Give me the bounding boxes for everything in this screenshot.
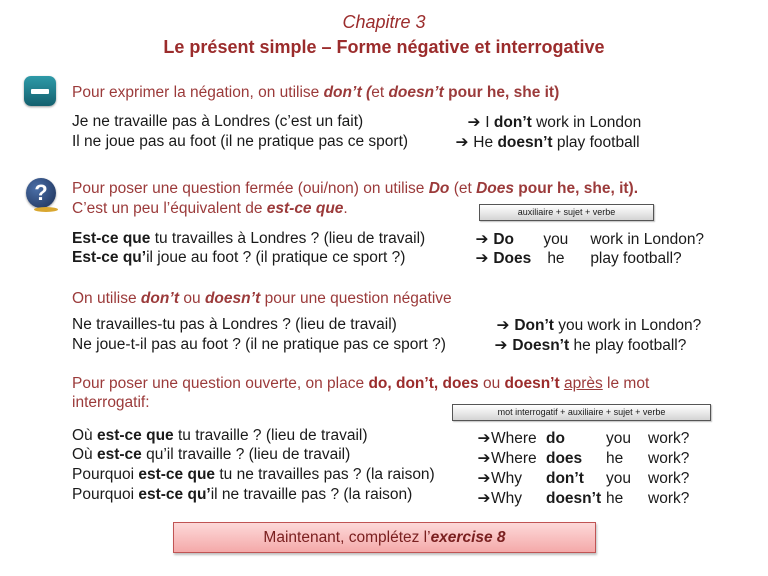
arrow-right-icon: ➔ [496,317,510,334]
formula-box-open: mot interrogatif + auxiliaire + sujet + verbe [452,404,711,421]
negation-example-fr-1: Je ne travaille pas à Londres (c’est un fait) [72,113,364,130]
exercise-button[interactable]: Maintenant, complétez l’exercise 8 [173,522,596,553]
arrow-right-icon: ➔ [477,470,491,487]
formula-box-closed: auxiliaire + sujet + verbe [479,204,654,221]
arrow-right-icon: ➔ [475,231,489,248]
open-question-intro: Pour poser une question ouverte, on place do, don’t, does ou doesn’t après le mot [72,375,650,392]
arrow-right-icon: ➔ [477,430,491,447]
arrow-right-icon: ➔ [455,134,469,151]
negation-example-en-1: ➔ I don’t work in London [467,114,642,131]
open-question-en-1: ➔Wheredo you work? [477,430,690,447]
closed-question-en-2: ➔ Does he play football? [475,250,682,267]
open-question-fr-1: Où est-ce que tu travaille ? (lieu de travail) [72,427,368,444]
negation-intro: Pour exprimer la négation, on utilise don’t (et doesn’t pour he, she it) [72,84,560,101]
open-question-fr-3: Pourquoi est-ce que tu ne travailles pas ? (la raison) [72,466,435,483]
negative-question-intro: On utilise don’t ou doesn’t pour une question négative [72,290,452,307]
open-question-en-2: ➔Wheredoes he work? [477,450,690,467]
closed-question-fr-2: Est-ce qu’il joue au foot ? (il pratique ce sport ?) [72,249,406,266]
arrow-right-icon: ➔ [494,337,508,354]
open-question-fr-2: Où est-ce qu’il travaille ? (lieu de travail) [72,446,351,463]
negation-example-en-2: ➔ He doesn’t play football [455,134,640,151]
page-title: Le présent simple – Forme négative et interrogative [163,37,605,57]
chapter-title: Chapitre 3 [342,12,426,32]
arrow-right-icon: ➔ [475,250,489,267]
minus-icon [24,76,56,106]
negative-question-en-1: ➔ Don’t you work in London? [496,317,702,334]
arrow-right-icon: ➔ [477,450,491,467]
negation-example-fr-2: Il ne joue pas au foot (il ne pratique pas ce sport) [72,133,409,150]
question-intro: Pour poser une question fermée (oui/non) on utilise Do (et Does pour he, she, it). [72,180,639,197]
open-question-en-4: ➔Why doesn’t he work? [477,490,690,507]
negative-question-fr-2: Ne joue-t-il pas au foot ? (il ne pratique pas ce sport ?) [72,336,446,353]
open-question-intro-2: interrogatif: [72,394,150,411]
negative-question-fr-1: Ne travailles-tu pas à Londres ? (lieu de travail) [72,316,397,333]
arrow-right-icon: ➔ [477,490,491,507]
question-mark-icon: ? [26,178,56,208]
open-question-fr-4: Pourquoi est-ce qu’il ne travaille pas ? (la raison) [72,486,413,503]
arrow-right-icon: ➔ [467,114,481,131]
open-question-en-3: ➔Why don’t you work? [477,470,690,487]
closed-question-fr-1: Est-ce que tu travailles à Londres ? (lieu de travail) [72,230,426,247]
question-intro-2: C’est un peu l’équivalent de est-ce que. [72,200,348,217]
negative-question-en-2: ➔ Doesn’t he play football? [494,337,687,354]
closed-question-en-1: ➔ Do you work in London? [475,231,705,248]
